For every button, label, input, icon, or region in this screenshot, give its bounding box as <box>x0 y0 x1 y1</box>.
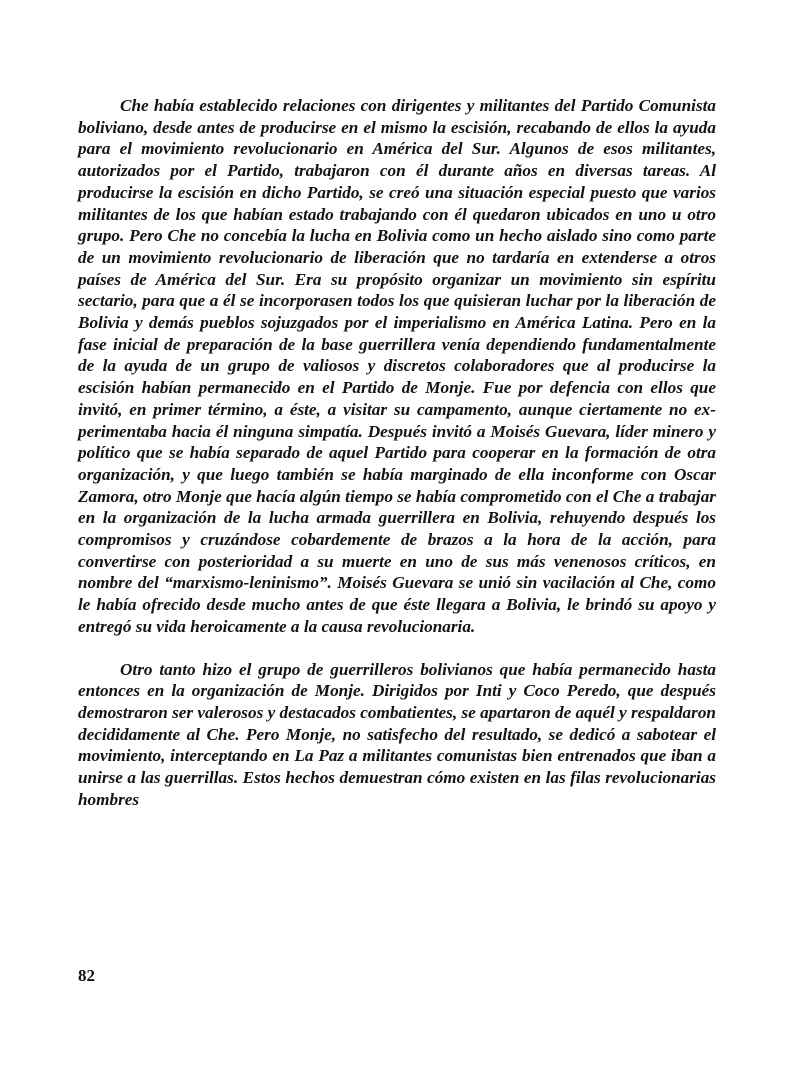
paragraph-2: Otro tanto hizo el grupo de guerrilleros bolivianos que había permanecido hasta entonces en la organización de Monje. Dirigidos por Inti y Coco Peredo, que después demostraron ser valerosos y destacados combatientes, se apartaron de aquél y respaldaron decididamente al Che. Pero Monje, no satisfecho del resultado, se dedicó a sabotear el movimiento, interceptando en La Paz a militantes comunistas bien entrenados que iban a unirse a las guerrillas. Estos hechos demuestran cómo existen en las filas revolucionarias hombres <box>78 659 716 809</box>
page-number: 82 <box>78 966 95 985</box>
page-body <box>78 95 716 811</box>
paragraph-1: Che había establecido relaciones con dirigentes y militantes del Partido Comunista boliviano, desde antes de producirse en el mismo la escisión, recabando de ellos la ayuda para el movimiento revolucionario en América del Sur. Algunos de esos militantes, autorizados por el Partido, trabajaron con él durante años en diversas tareas. Al producirse la escisión en dicho Partido, se creó una situación especial puesto que varios militantes de los que habían estado trabajando con él quedaron ubicados en uno u otro grupo. Pero Che no concebía la lucha en Bolivia como un hecho aislado sino como parte de un movimiento revolucionario de liberación que no tardaría en extenderse a otros países de América del Sur. Era su propósito organizar un movimiento sin espíritu sectario, para que a él se incorporasen todos los que quisieran luchar por la liberación de Bolivia y demás pueblos sojuzgados por el imperialismo en América Latina. Pero en la fase inicial de preparación de la base guerrillera venía dependiendo fundamentalmente de la ayuda de un grupo de valiosos y discretos colaboradores que al producirse la escisión habían permanecido en el Partido de Monje. Fue por defencia con ellos que invitó, en primer término, a éste, a visitar su campamento, aunque ciertamente no experimentaba hacia él ninguna simpatía. Después invitó a Moisés Guevara, líder minero y político que se había separado de aquel Partido para cooperar en la formación de otra organización, y que luego también se había marginado de ella inconforme con Oscar Zamora, otro Monje que hacía algún tiempo se había comprometido con el Che a trabajar en la organización de la lucha armada guerrillera en Bolivia, rehuyendo después los compromisos y cruzándose cobardemente de brazos a la hora de la acción, para convertirse con posterioridad a su muerte en uno de sus más venenosos críticos, en nombre del “marxismo-leninismo”. Moisés Guevara se unió sin vacilación al Che, como le había ofrecido desde mucho antes de que éste llegara a Bolivia, le brindó su apoyo y entregó su vida heroicamente a la causa revolucionaria. <box>78 96 716 636</box>
